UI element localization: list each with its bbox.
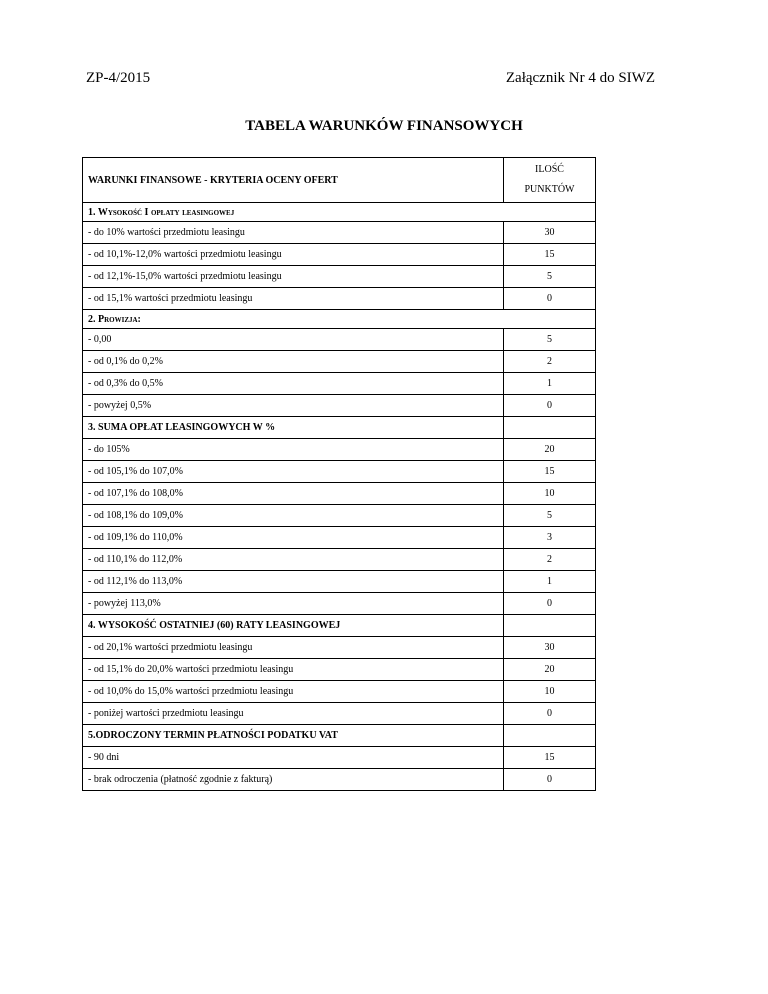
criteria-cell: - od 10,1%-12,0% wartości przedmiotu leasingu	[83, 244, 504, 266]
criteria-cell: - od 12,1%-15,0% wartości przedmiotu leasingu	[83, 266, 504, 288]
criteria-cell: - do 10% wartości przedmiotu leasingu	[83, 222, 504, 244]
section-title: 5.ODROCZONY TERMIN PŁATNOŚCI PODATKU VAT	[83, 725, 504, 747]
criteria-cell: - od 0,3% do 0,5%	[83, 373, 504, 395]
table-header-row	[83, 158, 596, 203]
financial-conditions-table	[82, 157, 596, 791]
criteria-column-header: WARUNKI FINANSOWE - KRYTERIA OCENY OFERT	[83, 158, 504, 203]
points-cell: 0	[504, 593, 596, 615]
points-cell: 5	[504, 505, 596, 527]
criteria-cell: - od 10,0% do 15,0% wartości przedmiotu leasingu	[83, 681, 504, 703]
section-row	[83, 417, 596, 439]
table-row	[83, 439, 596, 461]
points-cell: 2	[504, 351, 596, 373]
points-cell: 0	[504, 395, 596, 417]
table-row	[83, 329, 596, 351]
points-cell: 10	[504, 483, 596, 505]
points-header-line2: PUNKTÓW	[524, 184, 575, 195]
table-row	[83, 703, 596, 725]
section-row	[83, 725, 596, 747]
table-row	[83, 244, 596, 266]
criteria-cell: - od 107,1% do 108,0%	[83, 483, 504, 505]
table-row	[83, 571, 596, 593]
table-row	[83, 681, 596, 703]
table-row	[83, 659, 596, 681]
criteria-cell: - od 112,1% do 113,0%	[83, 571, 504, 593]
points-cell: 15	[504, 244, 596, 266]
table-row	[83, 747, 596, 769]
section-title: 2. Prowizja:	[83, 310, 596, 329]
table-row	[83, 483, 596, 505]
points-cell: 10	[504, 681, 596, 703]
table-row	[83, 549, 596, 571]
points-cell: 0	[504, 703, 596, 725]
points-cell: 30	[504, 637, 596, 659]
criteria-cell: - od 15,1% wartości przedmiotu leasingu	[83, 288, 504, 310]
section-row	[83, 203, 596, 222]
points-cell: 1	[504, 373, 596, 395]
points-column-header	[504, 158, 596, 203]
criteria-cell: - 0,00	[83, 329, 504, 351]
points-header-line1: ILOŚĆ	[535, 164, 564, 175]
criteria-cell: - od 108,1% do 109,0%	[83, 505, 504, 527]
points-cell: 5	[504, 266, 596, 288]
criteria-cell: - od 109,1% do 110,0%	[83, 527, 504, 549]
section-points-empty	[504, 417, 596, 439]
table-row	[83, 288, 596, 310]
points-cell: 5	[504, 329, 596, 351]
points-cell: 20	[504, 659, 596, 681]
criteria-cell: - od 105,1% do 107,0%	[83, 461, 504, 483]
table-row	[83, 222, 596, 244]
points-cell: 0	[504, 288, 596, 310]
criteria-cell: - brak odroczenia (płatność zgodnie z fakturą)	[83, 769, 504, 791]
criteria-cell: - od 15,1% do 20,0% wartości przedmiotu leasingu	[83, 659, 504, 681]
section-points-empty	[504, 725, 596, 747]
table-row	[83, 527, 596, 549]
table-row	[83, 351, 596, 373]
section-points-empty	[504, 615, 596, 637]
criteria-cell: - powyżej 0,5%	[83, 395, 504, 417]
points-cell: 1	[504, 571, 596, 593]
section-row	[83, 615, 596, 637]
criteria-cell: - od 110,1% do 112,0%	[83, 549, 504, 571]
points-cell: 15	[504, 747, 596, 769]
table-row	[83, 395, 596, 417]
criteria-cell: - do 105%	[83, 439, 504, 461]
table-row	[83, 373, 596, 395]
section-title: 4. WYSOKOŚĆ OSTATNIEJ (60) RATY LEASINGOWEJ	[83, 615, 504, 637]
table-row	[83, 769, 596, 791]
page-title: TABELA WARUNKÓW FINANSOWYCH	[245, 118, 523, 134]
table-row	[83, 461, 596, 483]
table-row	[83, 266, 596, 288]
points-cell: 30	[504, 222, 596, 244]
table-row	[83, 505, 596, 527]
table-row	[83, 593, 596, 615]
attachment-label: Załącznik Nr 4 do SIWZ	[505, 70, 655, 86]
points-cell: 2	[504, 549, 596, 571]
document-reference: ZP-4/2015	[86, 70, 151, 86]
points-cell: 3	[504, 527, 596, 549]
section-title: 3. SUMA OPŁAT LEASINGOWYCH W %	[83, 417, 504, 439]
table-row	[83, 637, 596, 659]
points-cell: 0	[504, 769, 596, 791]
criteria-cell: - poniżej wartości przedmiotu leasingu	[83, 703, 504, 725]
criteria-cell: - powyżej 113,0%	[83, 593, 504, 615]
criteria-cell: - od 20,1% wartości przedmiotu leasingu	[83, 637, 504, 659]
points-cell: 20	[504, 439, 596, 461]
criteria-cell: - od 0,1% do 0,2%	[83, 351, 504, 373]
criteria-cell: - 90 dni	[83, 747, 504, 769]
section-title: 1. Wysokość I opłaty leasingowej	[83, 203, 596, 222]
points-cell: 15	[504, 461, 596, 483]
section-row	[83, 310, 596, 329]
